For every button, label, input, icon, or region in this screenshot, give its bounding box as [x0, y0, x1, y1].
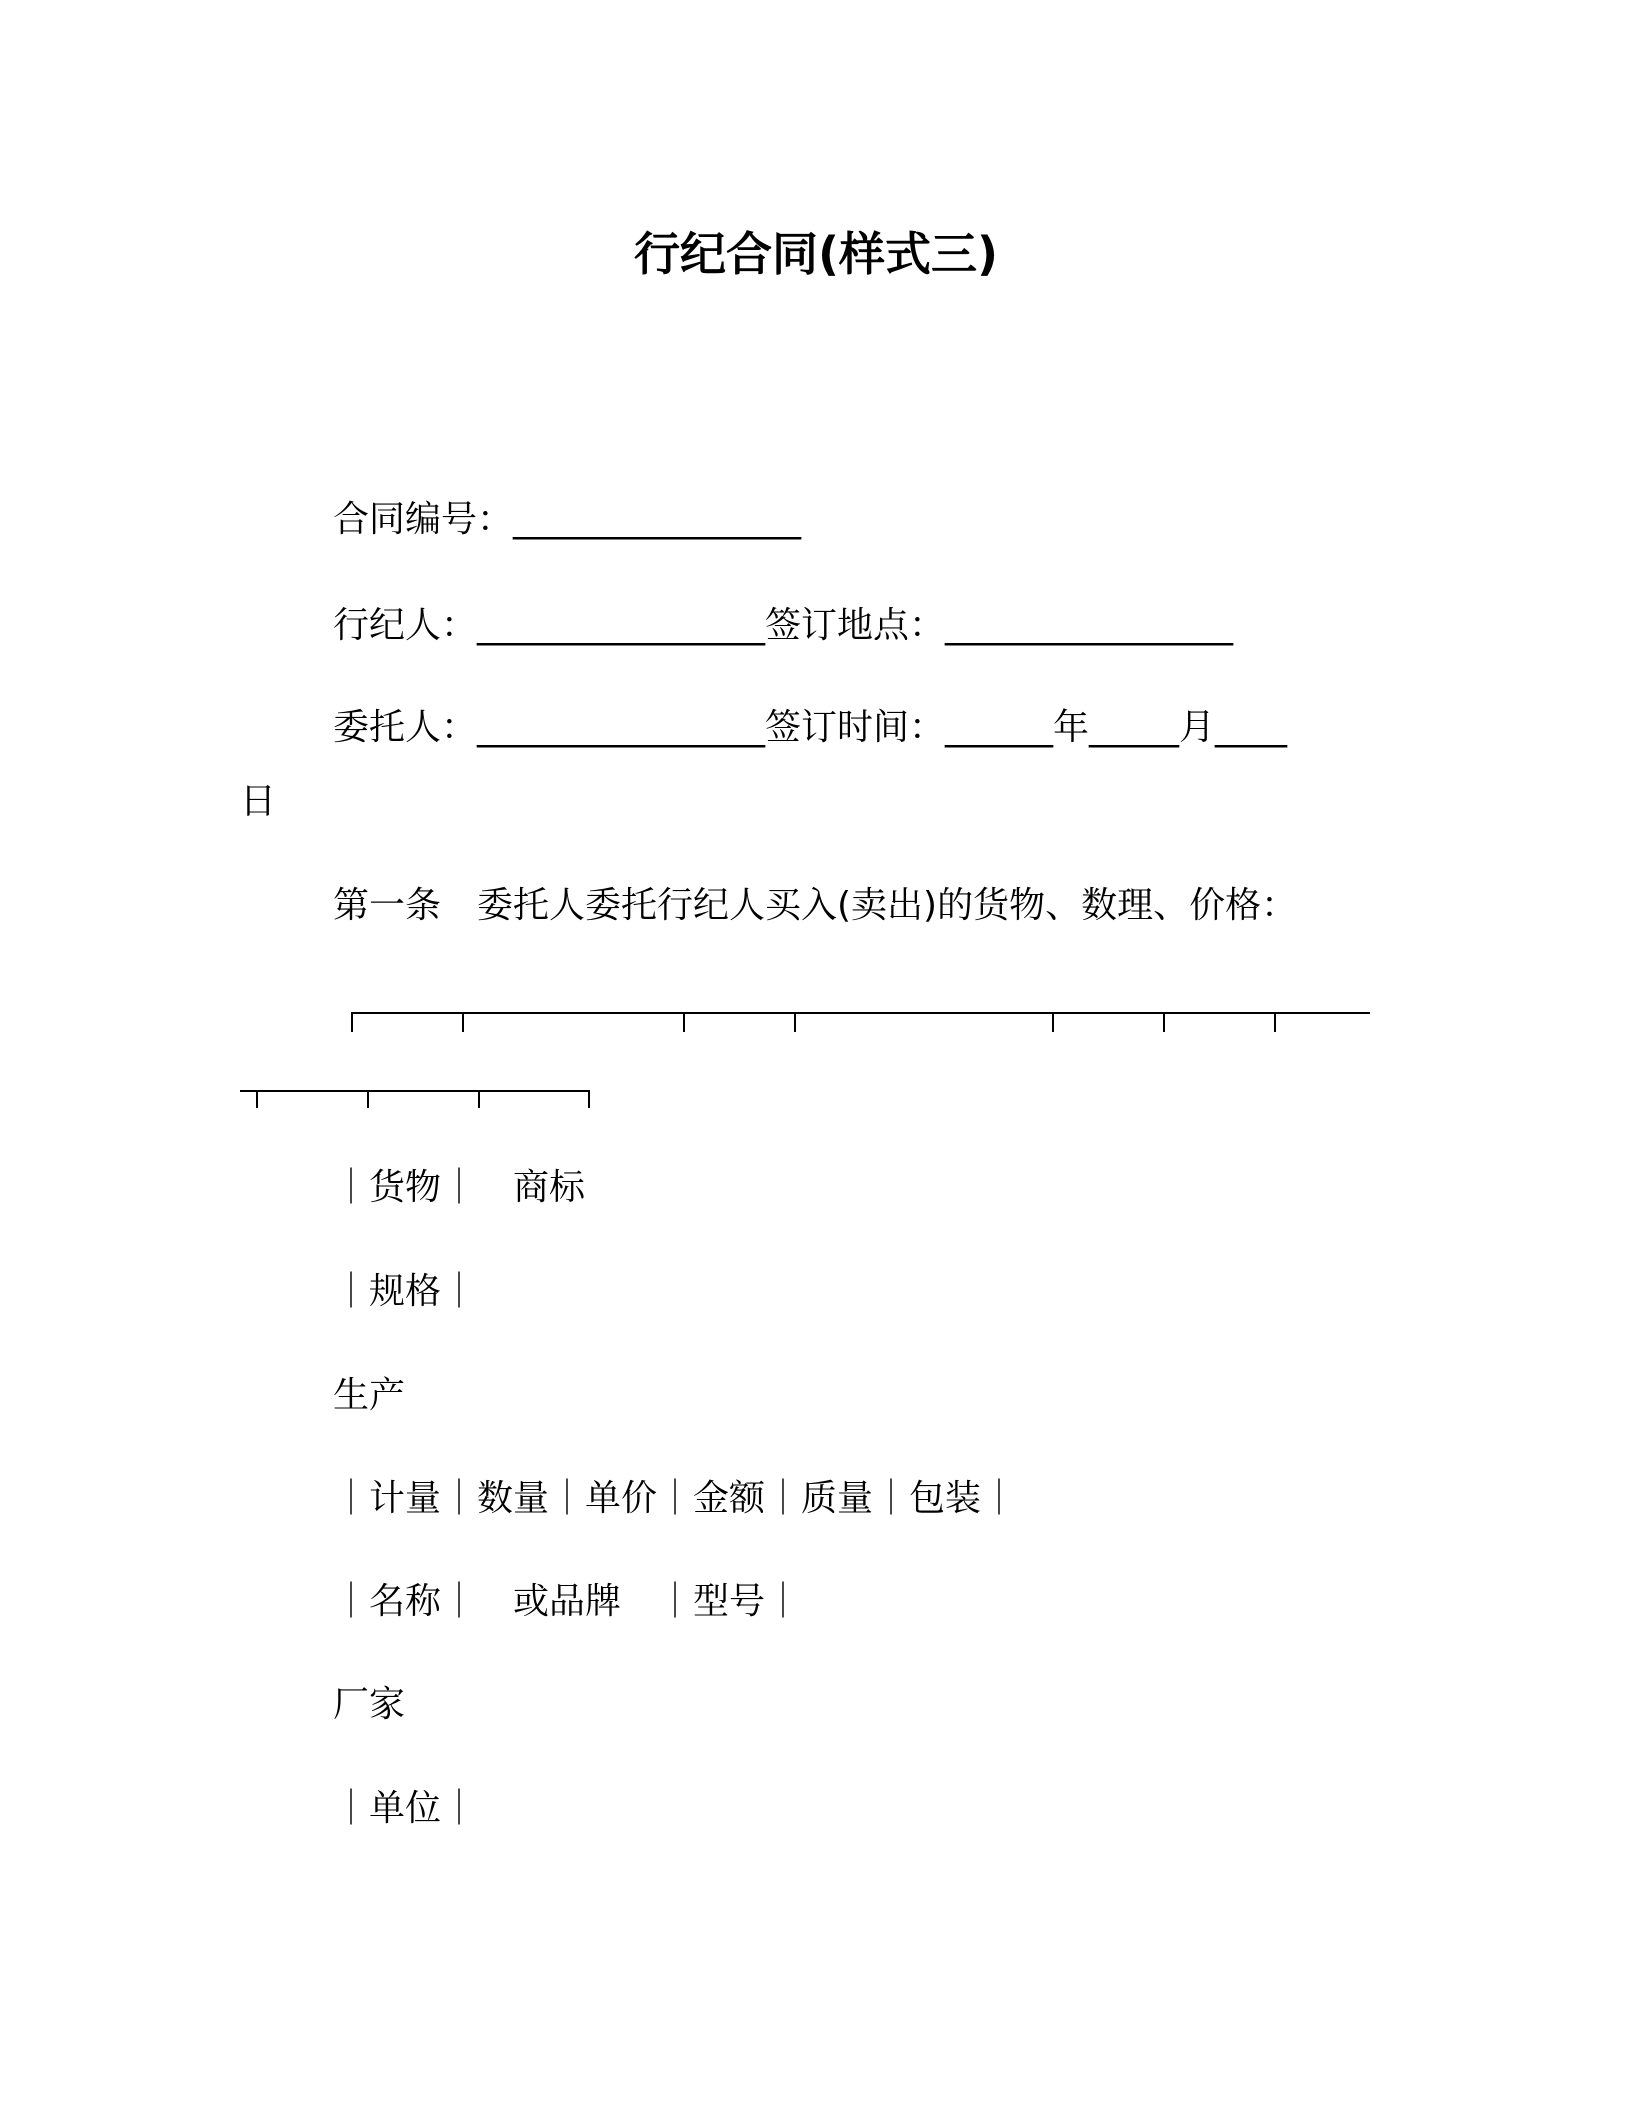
table-row-headers: ｜计量｜数量｜单价｜金额｜质量｜包装｜: [333, 1478, 1018, 1519]
table-row-spec: ｜规格｜: [333, 1271, 478, 1312]
table-tick: [478, 1090, 480, 1108]
table-rule-top: [351, 1012, 1370, 1014]
document-title: 行纪合同(样式三): [633, 227, 999, 281]
table-tick: [794, 1012, 796, 1032]
table-tick: [1274, 1012, 1276, 1032]
principal-line: 委托人：________________签订时间：______年_____月____: [333, 707, 1288, 748]
broker-line: 行纪人：________________签订地点：________________: [333, 605, 1234, 646]
table-tick: [367, 1090, 369, 1108]
table-row-factory: 厂家: [333, 1684, 406, 1725]
table-rule-second: [240, 1090, 589, 1092]
table-tick: [462, 1012, 464, 1032]
article-one: 第一条 委托人委托行纪人买入(卖出)的货物、数理、价格：: [333, 885, 1298, 926]
table-tick: [1163, 1012, 1165, 1032]
table-row-unit: ｜单位｜: [333, 1788, 478, 1829]
table-row-produce: 生产: [333, 1375, 406, 1416]
table-row-name: ｜名称｜ 或品牌 ｜型号｜: [333, 1581, 802, 1622]
table-tick: [256, 1090, 258, 1108]
table-tick: [1052, 1012, 1054, 1032]
table-tick: [351, 1012, 353, 1032]
table-tick: [683, 1012, 685, 1032]
table-row-goods: ｜货物｜ 商标: [333, 1167, 586, 1208]
contract-number-line: 合同编号：________________: [333, 499, 802, 540]
table-tick: [588, 1090, 590, 1108]
principal-day-line: 日: [240, 781, 277, 822]
